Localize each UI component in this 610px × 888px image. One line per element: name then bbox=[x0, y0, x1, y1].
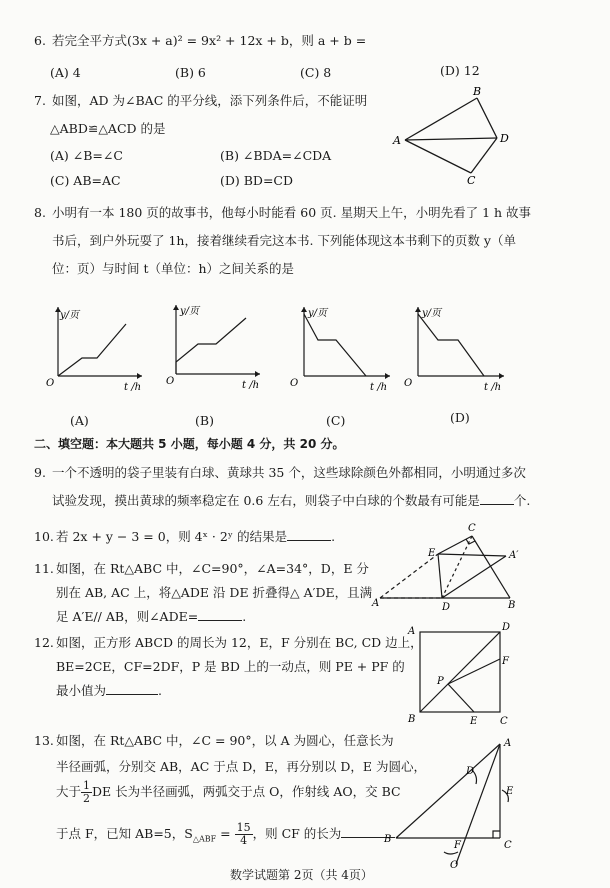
q13-line2: 半径画弧，分别交 AB，AC 于点 D，E，再分别以 D，E 为圆心， bbox=[56, 759, 426, 774]
q11-label-a: A bbox=[372, 598, 380, 609]
q8-graph-c-origin: O bbox=[290, 378, 299, 389]
q9-number: 9. bbox=[34, 465, 46, 480]
q8-graph-d bbox=[400, 302, 512, 397]
q11-line2: 别在 AB, AC 上，将△ADE 沿 DE 折叠得△ A′DE，且满 bbox=[56, 585, 373, 600]
q8-graph-b-xlabel: t /h bbox=[242, 380, 260, 391]
q11-label-b: B bbox=[508, 600, 516, 611]
q12-line3: 最小值为 bbox=[56, 683, 107, 698]
q12-answer-blank bbox=[106, 682, 158, 695]
q12-label-c: C bbox=[500, 716, 508, 727]
q8-graph-a-origin: O bbox=[46, 378, 55, 389]
q8-graph-b-caption: (B) bbox=[195, 413, 214, 428]
q13-label-f: F bbox=[454, 840, 461, 851]
q13-end: . bbox=[395, 826, 400, 841]
q12-line2: BE=2CE，CF=2DF，P 是 BD 上的一动点，则 PE + PF 的 bbox=[56, 659, 405, 674]
q12-label-f: F bbox=[502, 656, 509, 667]
q12-figure bbox=[404, 620, 522, 730]
q7-label-c: C bbox=[467, 174, 476, 187]
q7-line2: △ABD≌△ACD 的是 bbox=[50, 121, 166, 136]
q8-graph-d-caption: (D) bbox=[450, 410, 470, 425]
q10-end: . bbox=[331, 529, 336, 544]
q9-line1: 一个不透明的袋子里装有白球、黄球共 35 个，这些球除颜色外都相同，小明通过多次 bbox=[52, 465, 526, 480]
q8-line3: 位：页）与时间 t（单位：h）之间关系的是 bbox=[52, 261, 295, 276]
q13-figure bbox=[384, 734, 524, 870]
q11-figure bbox=[372, 522, 522, 614]
q8-graph-d-xlabel: t /h bbox=[484, 382, 502, 393]
q8-graph-c-xlabel: t /h bbox=[370, 382, 388, 393]
q7-option-d: (D) BD=CD bbox=[220, 173, 294, 188]
q11-line1: 如图，在 Rt△ABC 中，∠C=90°，∠A=34°，D，E 分 bbox=[56, 561, 369, 576]
q8-graph-a-ylabel: y/页 bbox=[60, 310, 80, 321]
q6-option-c: (C) 8 bbox=[300, 65, 332, 80]
q7-option-a: (A) ∠B=∠C bbox=[50, 148, 123, 163]
q6-number: 6. bbox=[34, 33, 46, 48]
q13-label-o: O bbox=[450, 860, 459, 871]
q12-end: . bbox=[158, 683, 162, 698]
q13-fraction-half: $\frac{1}{2}$ bbox=[83, 779, 91, 805]
q9-line2-end: 个. bbox=[513, 493, 531, 508]
q12-label-d: D bbox=[502, 622, 511, 633]
q13-line3: DE 长为半径画弧，两弧交于点 O，作射线 AO，交 BC bbox=[92, 784, 401, 799]
q9-answer-blank bbox=[480, 492, 514, 505]
q12-number: 12. bbox=[34, 635, 54, 650]
q10-answer-blank bbox=[287, 528, 331, 541]
q12-label-b: B bbox=[408, 714, 416, 725]
q11-label-c: C bbox=[468, 523, 476, 534]
q13-label-e: E bbox=[506, 786, 514, 797]
q11-answer-blank bbox=[198, 608, 242, 621]
q6-option-a: (A) 4 bbox=[50, 65, 81, 80]
q13-label-b: B bbox=[384, 834, 392, 845]
q8-graph-c-caption: (C) bbox=[326, 413, 346, 428]
q7-label-d: D bbox=[500, 132, 509, 145]
q6-option-d: (D) 12 bbox=[440, 63, 480, 78]
q13-label-d: D bbox=[466, 766, 475, 777]
q10-number: 10. bbox=[34, 529, 54, 544]
q11-label-a-prime: A′ bbox=[509, 550, 519, 561]
q11-label-d: D bbox=[442, 602, 451, 613]
q12-label-p: P bbox=[437, 676, 444, 687]
q13-label-c: C bbox=[504, 840, 512, 851]
q8-number: 8. bbox=[34, 205, 46, 220]
q7-option-b: (B) ∠BDA=∠CDA bbox=[220, 148, 332, 163]
q6-text: 若完全平方式(3x + a)² = 9x² + 12x + b，则 a + b = bbox=[52, 33, 367, 48]
q13-fraction-area: $\frac{15}{4}$ bbox=[236, 821, 251, 847]
q7-label-b: B bbox=[473, 85, 482, 98]
q8-line2: 书后，到户外玩耍了 1h，接着继续看完这本书. 下列能体现这本书剩下的页数 y（单 bbox=[52, 233, 516, 248]
q8-graph-a bbox=[40, 302, 150, 397]
q11-end: . bbox=[242, 609, 247, 624]
q13-label-a: A bbox=[504, 738, 512, 749]
q10-text: 若 2x + y − 3 = 0，则 4ˣ · 2ʸ 的结果是 bbox=[56, 529, 288, 544]
q8-graph-b-origin: O bbox=[166, 376, 175, 387]
q11-label-e: E bbox=[428, 548, 436, 559]
q12-line1: 如图，正方形 ABCD 的周长为 12，E，F 分别在 BC, CD 边上， bbox=[56, 635, 423, 650]
q13-line4-start: 于点 F，已知 AB=5，S bbox=[56, 826, 193, 841]
q11-number: 11. bbox=[34, 561, 54, 576]
q13-line3-start: 大于 bbox=[56, 784, 82, 799]
q8-graph-d-origin: O bbox=[404, 378, 413, 389]
q9-line2: 试验发现，摸出黄球的频率稳定在 0.6 左右，则袋子中白球的个数最有可能是 bbox=[52, 493, 480, 508]
q8-graph-a-caption: (A) bbox=[70, 413, 89, 428]
q11-line3: 足 A′E// AB，则∠ADE= bbox=[56, 609, 199, 624]
q6-option-b: (B) 6 bbox=[175, 65, 206, 80]
q8-graph-b-ylabel: y/页 bbox=[180, 306, 200, 317]
q8-line1: 小明有一本 180 页的故事书，他每小时能看 60 页. 星期天上午，小明先看了 1 h 故事 bbox=[52, 205, 532, 220]
q13-number: 13. bbox=[34, 733, 54, 748]
q8-graph-c bbox=[286, 302, 398, 397]
page-footer: 数学试题第 2页（共 4页） bbox=[230, 868, 373, 882]
section2-title: 二、填空题：本大题共 5 小题，每小题 4 分，共 20 分。 bbox=[34, 437, 345, 451]
q7-number: 7. bbox=[34, 93, 46, 108]
q8-graph-d-ylabel: y/页 bbox=[422, 308, 442, 319]
q13-area-subscript: △ABF bbox=[192, 834, 217, 844]
q13-line4: ，则 CF 的长为 bbox=[252, 826, 342, 841]
q12-label-e: E bbox=[470, 716, 478, 727]
q7-option-c: (C) AB=AC bbox=[50, 173, 121, 188]
q7-label-a: A bbox=[393, 134, 401, 147]
q8-graph-a-xlabel: t /h bbox=[124, 382, 142, 393]
q7-line1: 如图，AD 为∠BAC 的平分线，添下列条件后，不能证明 bbox=[52, 93, 368, 108]
q12-label-a: A bbox=[408, 626, 416, 637]
q13-line1: 如图，在 Rt△ABC 中，∠C = 90°，以 A 为圆心，任意长为 bbox=[56, 733, 394, 748]
q8-graph-b bbox=[158, 300, 268, 395]
q8-graph-c-ylabel: y/页 bbox=[308, 308, 328, 319]
q7-figure bbox=[385, 85, 525, 185]
q13-equals: = bbox=[216, 826, 235, 841]
